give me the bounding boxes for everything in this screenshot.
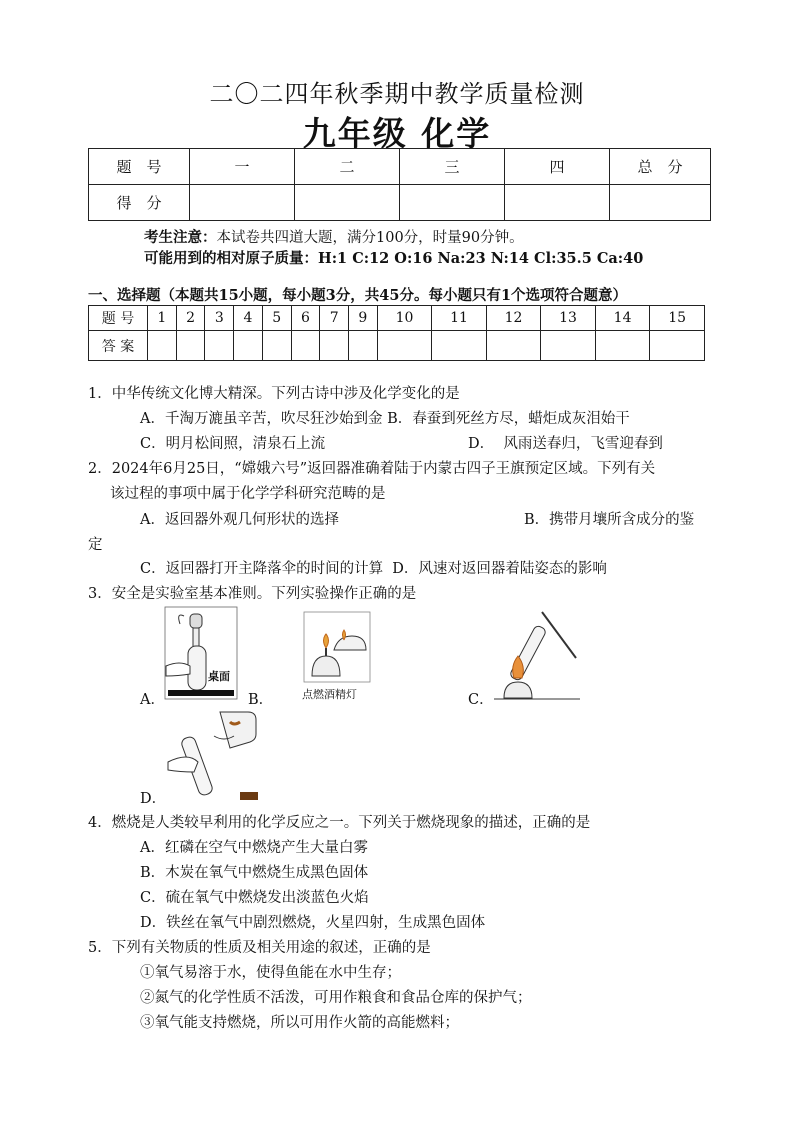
score-header-label: 题 号 <box>89 149 190 185</box>
score-cell-total[interactable] <box>610 185 711 221</box>
answer-number: 13 <box>541 306 596 331</box>
answer-number: 15 <box>650 306 705 331</box>
q3-image-a <box>164 606 244 702</box>
answer-cell[interactable] <box>650 331 705 361</box>
answer-number: 11 <box>432 306 487 331</box>
q3-image-b <box>300 610 378 702</box>
answer-number: 5 <box>262 306 291 331</box>
answer-number: 4 <box>234 306 263 331</box>
q3-option-d[interactable]: D． <box>140 791 167 807</box>
answer-number: 14 <box>595 306 650 331</box>
answer-cell[interactable] <box>486 331 541 361</box>
score-header-2: 二 <box>295 149 400 185</box>
answer-cell[interactable] <box>234 331 263 361</box>
answer-cell[interactable] <box>320 331 349 361</box>
exam-title: 二〇二四年秋季期中教学质量检测 <box>209 80 585 108</box>
q5-item-2: ②氮气的化学性质不活泼，可用作粮食和食品仓库的保护气； <box>140 990 532 1006</box>
answer-table <box>88 305 705 361</box>
q3-option-a[interactable]: A． <box>140 692 165 708</box>
atomic-mass-line: 可能用到的相对原子质量：H:1 C:12 O:16 Na:23 N:14 Cl:35.5 Ca:40 <box>144 250 644 267</box>
score-header-4: 四 <box>505 149 610 185</box>
q2-option-cd[interactable]: C．返回器打开主降落伞的时间的计算 D．风速对返回器着陆姿态的影响 <box>140 561 607 577</box>
q2-option-b-wrap: 定 <box>88 537 103 553</box>
score-row-label: 得 分 <box>89 185 190 221</box>
q4-option-b[interactable]: B．木炭在氧气中燃烧生成黑色固体 <box>140 865 369 881</box>
answer-number: 6 <box>291 306 320 331</box>
answer-cell[interactable] <box>176 331 205 361</box>
q5-stem: 5．下列有关物质的性质及相关用途的叙述，正确的是 <box>88 940 431 956</box>
answer-number: 1 <box>148 306 177 331</box>
q3-option-b[interactable]: B． <box>248 692 274 708</box>
answer-header-label: 题 号 <box>89 306 148 331</box>
answer-number: 12 <box>486 306 541 331</box>
score-cell-2[interactable] <box>295 185 400 221</box>
q4-option-c[interactable]: C．硫在氧气中燃烧发出淡蓝色火焰 <box>140 890 369 906</box>
answer-number: 9 <box>349 306 378 331</box>
answer-cell[interactable] <box>262 331 291 361</box>
q2-stem-1: 2．2024年6月25日，“嫦娥六号”返回器准确着陆于内蒙古四子王旗预定区域。下列有关 <box>88 461 656 477</box>
answer-number: 7 <box>320 306 349 331</box>
answer-cell[interactable] <box>148 331 177 361</box>
section1-heading: 一、选择题（本题共15小题，每小题3分，共45分。每小题只有1个选项符合题意） <box>88 287 628 304</box>
q1-option-c[interactable]: C．明月松间照，清泉石上流 <box>140 436 326 452</box>
notice-text: 本试卷共四道大题，满分100分，时量90分钟。 <box>216 230 524 246</box>
score-cell-3[interactable] <box>400 185 505 221</box>
score-header-total: 总 分 <box>610 149 711 185</box>
score-header-3: 三 <box>400 149 505 185</box>
answer-number: 10 <box>377 306 432 331</box>
score-cell-4[interactable] <box>505 185 610 221</box>
q1-option-ab[interactable]: A．千淘万漉虽辛苦，吹尽狂沙始到金 B．春蚕到死丝方尽，蜡炬成灰泪始干 <box>140 411 630 427</box>
answer-row-label: 答 案 <box>89 331 148 361</box>
notice-line-1 <box>144 226 524 247</box>
q3-image-d <box>164 706 268 802</box>
q3-image-b-label: 点燃酒精灯 <box>302 688 357 701</box>
answer-cell[interactable] <box>595 331 650 361</box>
score-header-1: 一 <box>190 149 295 185</box>
q2-option-a[interactable]: A．返回器外观几何形状的选择 <box>140 512 339 528</box>
answer-number: 2 <box>176 306 205 331</box>
exam-subtitle: 九年级 化学 <box>302 114 492 153</box>
q4-option-d[interactable]: D．铁丝在氧气中剧烈燃烧，火星四射，生成黑色固体 <box>140 915 486 931</box>
q5-item-3: ③氧气能支持燃烧，所以可用作火箭的高能燃料； <box>140 1015 459 1031</box>
score-cell-1[interactable] <box>190 185 295 221</box>
notice-label: 考生注意： <box>144 229 217 246</box>
q2-stem-2: 该过程的事项中属于化学学科研究范畴的是 <box>110 486 386 502</box>
q3-stem: 3．安全是实验室基本准则。下列实验操作正确的是 <box>88 586 417 602</box>
q1-stem: 1．中华传统文化博大精深。下列古诗中涉及化学变化的是 <box>88 386 460 402</box>
answer-cell[interactable] <box>349 331 378 361</box>
q1-option-d[interactable]: D． 风雨送春归，飞雪迎春到 <box>468 436 663 452</box>
q4-option-a[interactable]: A．红磷在空气中燃烧产生大量白雾 <box>140 840 368 856</box>
answer-cell[interactable] <box>377 331 432 361</box>
q4-stem: 4．燃烧是人类较早利用的化学反应之一。下列关于燃烧现象的描述，正确的是 <box>88 815 591 831</box>
q3-option-c[interactable]: C． <box>468 692 494 708</box>
answer-cell[interactable] <box>432 331 487 361</box>
score-table <box>88 148 711 221</box>
answer-cell[interactable] <box>205 331 234 361</box>
answer-cell[interactable] <box>541 331 596 361</box>
q2-option-b[interactable]: B．携带月壤所含成分的鉴 <box>524 512 695 528</box>
q5-item-1: ①氧气易溶于水，使得鱼能在水中生存； <box>140 965 401 981</box>
q3-image-a-label: 桌面 <box>208 670 230 683</box>
answer-cell[interactable] <box>291 331 320 361</box>
answer-number: 3 <box>205 306 234 331</box>
q3-image-c <box>494 608 582 702</box>
